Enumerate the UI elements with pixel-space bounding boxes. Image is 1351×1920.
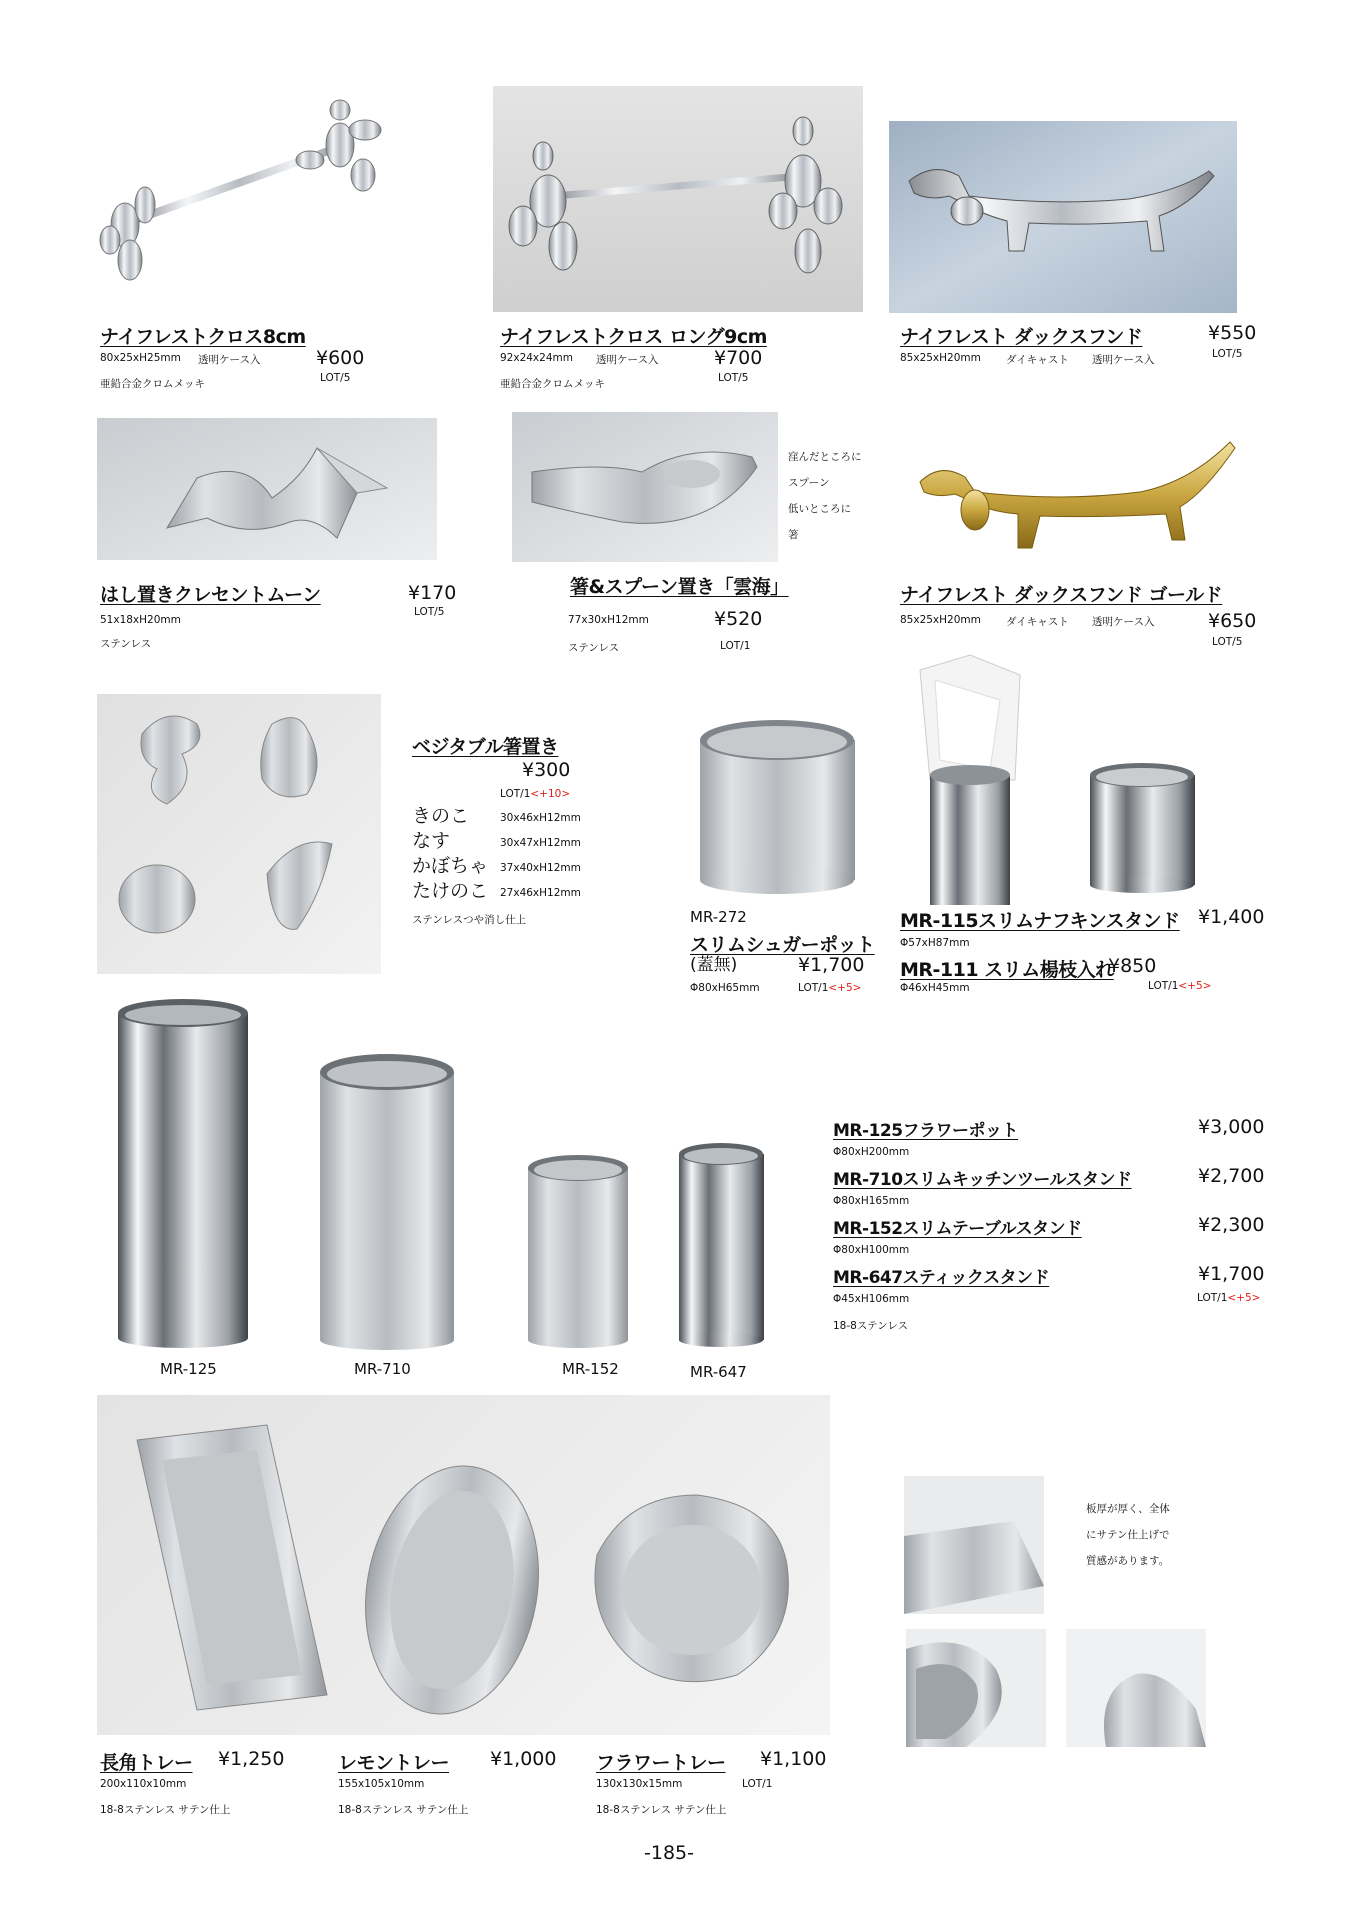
unkai-price: ¥520 [714, 608, 763, 630]
unkai-note-3: 低いところに [788, 503, 851, 515]
unkai-note-2: スプーン [788, 477, 830, 489]
mr-710-photo [312, 1050, 462, 1350]
list-size-3: Φ80xH100mm [833, 1244, 910, 1256]
p2-title: ナイフレストクロス ロング9cm [500, 326, 767, 348]
veg-item-size-1: 30x46xH12mm [500, 812, 581, 824]
list-size-2: Φ80xH165mm [833, 1195, 910, 1207]
label-mr-152: MR-152 [562, 1360, 619, 1378]
p1-material: 亜鉛合金クロムメッキ [100, 378, 205, 390]
tray2-material: 18-8ステンレス サテン仕上 [338, 1804, 469, 1816]
p3-material: ダイキャスト [1006, 354, 1069, 366]
detail-photo-2 [906, 1629, 1046, 1747]
tray3-price: ¥1,100 [760, 1748, 827, 1770]
list-title-1: MR-125フラワーポット [833, 1121, 1019, 1141]
p1-lot: LOT/5 [320, 372, 351, 384]
p3-price: ¥550 [1208, 322, 1257, 344]
veg-item-name-4: たけのこ [412, 880, 489, 902]
napkin-title: MR-115スリムナフキンスタンド [900, 910, 1180, 932]
veg-item-name-1: きのこ [412, 805, 470, 827]
gold-title: ナイフレスト ダックスフンド ゴールド [900, 584, 1223, 606]
tray2-title: レモントレー [338, 1752, 450, 1774]
tooth-size: Φ46xH45mm [900, 982, 970, 994]
gold-size: 85x25xH20mm [900, 614, 981, 626]
list-price-4: ¥1,700 [1198, 1263, 1265, 1285]
crescent-lot: LOT/5 [414, 606, 445, 618]
list-price-3: ¥2,300 [1198, 1214, 1265, 1236]
crescent-title: はし置きクレセントムーン [100, 584, 321, 606]
sugar-sub: (蓋無) [690, 955, 738, 975]
p3-lot: LOT/5 [1212, 348, 1243, 360]
tray1-price: ¥1,250 [218, 1748, 285, 1770]
veg-item-name-3: かぼちゃ [412, 855, 489, 877]
veg-item-size-3: 37x40xH12mm [500, 862, 581, 874]
knife-rest-cross-photo [95, 75, 395, 310]
gold-dachshund-photo [900, 422, 1255, 572]
tray1-material: 18-8ステンレス サテン仕上 [100, 1804, 231, 1816]
p2-case: 透明ケース入 [596, 354, 659, 366]
list-size-4: Φ45xH106mm [833, 1293, 910, 1305]
napkin-price: ¥1,400 [1198, 906, 1265, 928]
p2-lot: LOT/5 [718, 372, 749, 384]
mr-125-photo [108, 995, 258, 1350]
unkai-note-1: 窪んだところに [788, 451, 862, 463]
detail-note-2: にサテン仕上げで [1086, 1529, 1170, 1541]
toothpick-holder-photo [1085, 760, 1200, 895]
tooth-price: ¥850 [1108, 955, 1157, 977]
veg-price: ¥300 [522, 759, 571, 781]
p3-size: 85x25xH20mm [900, 352, 981, 364]
p1-case: 透明ケース入 [198, 354, 261, 366]
p2-price: ¥700 [714, 347, 763, 369]
unkai-title: 箸&スプーン置き「雲海」 [570, 576, 789, 598]
detail-photo-1 [904, 1476, 1044, 1614]
gold-case: 透明ケース入 [1092, 616, 1155, 628]
tray3-size: 130x130x15mm [596, 1778, 683, 1790]
veg-lot: LOT/1<+10> [500, 788, 571, 800]
trays-photo [97, 1395, 830, 1735]
sugar-price: ¥1,700 [798, 954, 865, 976]
tooth-lot: LOT/1<+5> [1148, 980, 1212, 992]
list-title-3: MR-152スリムテーブルスタンド [833, 1219, 1082, 1239]
tray3-material: 18-8ステンレス サテン仕上 [596, 1804, 727, 1816]
p2-size: 92x24x24mm [500, 352, 573, 364]
page-number: -185- [644, 1842, 694, 1864]
tooth-title: MR-111 スリム楊枝入れ [900, 959, 1114, 981]
p1-price: ¥600 [316, 347, 365, 369]
unkai-material: ステンレス [568, 642, 620, 654]
tray3-lot: LOT/1 [742, 1778, 773, 1790]
sugar-pot-photo [690, 715, 865, 900]
list-material: 18-8ステンレス [833, 1320, 909, 1332]
detail-photo-3 [1066, 1629, 1206, 1747]
mr-152-photo [522, 1152, 634, 1350]
p3-title: ナイフレスト ダックスフンド [900, 326, 1143, 348]
label-mr-125: MR-125 [160, 1360, 217, 1378]
sugar-model: MR-272 [690, 908, 747, 926]
list-lot: LOT/1<+5> [1197, 1292, 1261, 1304]
tray2-size: 155x105x10mm [338, 1778, 425, 1790]
gold-lot: LOT/5 [1212, 636, 1243, 648]
detail-note-1: 板厚が厚く、全体 [1086, 1503, 1170, 1515]
p1-size: 80x25xH25mm [100, 352, 181, 364]
tray1-size: 200x110x10mm [100, 1778, 187, 1790]
p3-case: 透明ケース入 [1092, 354, 1155, 366]
spoon-rest-unkai-photo [512, 412, 778, 562]
sugar-lot: LOT/1<+5> [798, 982, 862, 994]
label-mr-647: MR-647 [690, 1363, 747, 1381]
veg-item-name-2: なす [412, 830, 451, 852]
napkin-stand-photo [910, 650, 1030, 910]
gold-price: ¥650 [1208, 610, 1257, 632]
detail-note-3: 質感があります。 [1086, 1555, 1170, 1567]
list-price-1: ¥3,000 [1198, 1116, 1265, 1138]
knife-rest-cross-long-photo [493, 86, 863, 312]
dachshund-knife-rest-photo [889, 121, 1237, 313]
p1-title: ナイフレストクロス8cm [100, 326, 306, 348]
napkin-size: Φ57xH87mm [900, 937, 970, 949]
tray1-title: 長角トレー [100, 1752, 193, 1774]
crescent-moon-rest-photo [97, 418, 437, 560]
vegetable-rests-photo [97, 694, 381, 974]
veg-finish: ステンレスつや消し仕上 [412, 914, 527, 926]
veg-item-size-4: 27x46xH12mm [500, 887, 581, 899]
list-title-2: MR-710スリムキッチンツールスタンド [833, 1170, 1132, 1190]
veg-title: ベジタブル箸置き [412, 736, 559, 758]
list-title-4: MR-647スティックスタンド [833, 1268, 1050, 1288]
crescent-price: ¥170 [408, 582, 457, 604]
mr-647-photo [674, 1140, 769, 1350]
list-price-2: ¥2,700 [1198, 1165, 1265, 1187]
tray2-price: ¥1,000 [490, 1748, 557, 1770]
unkai-lot: LOT/1 [720, 640, 751, 652]
unkai-size: 77x30xH12mm [568, 614, 649, 626]
sugar-title: スリムシュガーポット [690, 934, 875, 956]
gold-material: ダイキャスト [1006, 616, 1069, 628]
p2-material: 亜鉛合金クロムメッキ [500, 378, 605, 390]
label-mr-710: MR-710 [354, 1360, 411, 1378]
list-size-1: Φ80xH200mm [833, 1146, 910, 1158]
veg-item-size-2: 30x47xH12mm [500, 837, 581, 849]
sugar-size: Φ80xH65mm [690, 982, 760, 994]
crescent-material: ステンレス [100, 638, 152, 650]
tray3-title: フラワートレー [596, 1752, 726, 1774]
unkai-note-4: 箸 [788, 529, 799, 541]
crescent-size: 51x18xH20mm [100, 614, 181, 626]
